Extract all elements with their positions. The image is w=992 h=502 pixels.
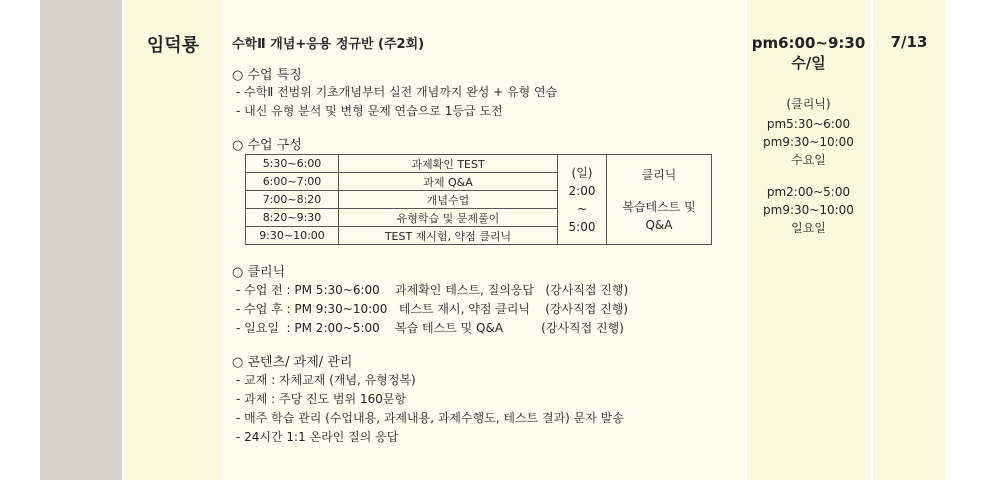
clinic-item: - 일요일 : PM 2:00~5:00 복습 테스트 및 Q&A (강사직접 진행) <box>236 321 624 335</box>
clinic-item: - 수업 전 : PM 5:30~6:00 과제확인 테스트, 질의응답 (강사직접 진행) <box>236 283 629 297</box>
clinic-time-line: pm2:00~5:00 <box>766 185 851 199</box>
structure-heading: ○ 수업 구성 <box>232 138 302 153</box>
schedule-time-cell: 9:30~10:00 <box>246 227 339 245</box>
schedule-time-cell: 5:30~6:00 <box>246 155 339 173</box>
clinic-time-label: (클리닉) <box>786 97 831 111</box>
schedule-time-cell: 8:20~9:30 <box>246 209 339 227</box>
clinic-heading: ○ 클리닉 <box>232 265 286 280</box>
schedule-activity-cell: 과제확인 TEST <box>339 155 558 173</box>
sunday-time-cell <box>558 155 607 245</box>
clinic-time-line: 수요일 <box>791 153 826 167</box>
course-title: 수학Ⅱ 개념+응용 정규반 (주2회) <box>232 37 425 52</box>
sunday-end: 5:00 <box>568 219 596 234</box>
side-gray-column <box>40 0 122 480</box>
contents-heading: ○ 콘텐츠/ 과제/ 관리 <box>232 355 353 370</box>
sunday-tilde: ~ <box>576 201 588 216</box>
start-date: 7/13 <box>890 33 928 51</box>
clinic-label: 클리닉 <box>641 167 677 182</box>
class-time <box>747 33 870 73</box>
feature-item: - 수학Ⅱ 전범위 기초개념부터 실전 개념까지 완성 + 유형 연습 <box>236 85 558 99</box>
class-days: 수/일 <box>791 54 826 72</box>
teacher-column <box>124 0 222 480</box>
course-content-column <box>224 0 744 480</box>
clinic-desc: 복습테스트 및 <box>622 199 696 214</box>
clinic-desc: Q&A <box>645 217 673 232</box>
class-time-range: pm6:00~9:30 <box>751 34 866 52</box>
contents-item: - 교재 : 자체교재 (개념, 유형정복) <box>236 373 416 387</box>
schedule-activity-cell: 유형학습 및 문제풀이 <box>339 209 558 227</box>
clinic-time-line: pm5:30~6:00 <box>766 117 851 131</box>
clinic-cell <box>607 155 712 245</box>
contents-item: - 과제 : 주당 진도 범위 160문항 <box>236 392 407 406</box>
schedule-activity-cell: 과제 Q&A <box>339 173 558 191</box>
schedule-table <box>245 154 712 245</box>
sunday-label: (일) <box>571 165 593 180</box>
schedule-activity-cell: TEST 재시험, 약점 클리닉 <box>339 227 558 245</box>
clinic-time-line: pm9:30~10:00 <box>763 135 854 149</box>
clinic-time-line: 일요일 <box>791 221 826 235</box>
start-date-column <box>873 0 945 480</box>
schedule-activity-cell: 개념수업 <box>339 191 558 209</box>
contents-item: - 24시간 1:1 온라인 질의 응답 <box>236 430 399 444</box>
table-row <box>246 155 712 173</box>
schedule-time-cell: 6:00~7:00 <box>246 173 339 191</box>
sunday-start: 2:00 <box>568 183 596 198</box>
features-heading: ○ 수업 특징 <box>232 68 302 83</box>
contents-item: - 매주 학습 관리 (수업내용, 과제내용, 과제수행도, 테스트 결과) 문자 발송 <box>236 411 624 425</box>
clinic-time-line: pm9:30~10:00 <box>763 203 854 217</box>
schedule-time-cell: 7:00~8:20 <box>246 191 339 209</box>
feature-item: - 내신 유형 분석 및 변형 문제 연습으로 1등급 도전 <box>236 104 503 118</box>
teacher-name: 임덕룡 <box>146 35 200 56</box>
clinic-item: - 수업 후 : PM 9:30~10:00 테스트 재시, 약점 클리닉 (강사직접 진행) <box>236 302 629 316</box>
class-time-column <box>747 0 870 480</box>
